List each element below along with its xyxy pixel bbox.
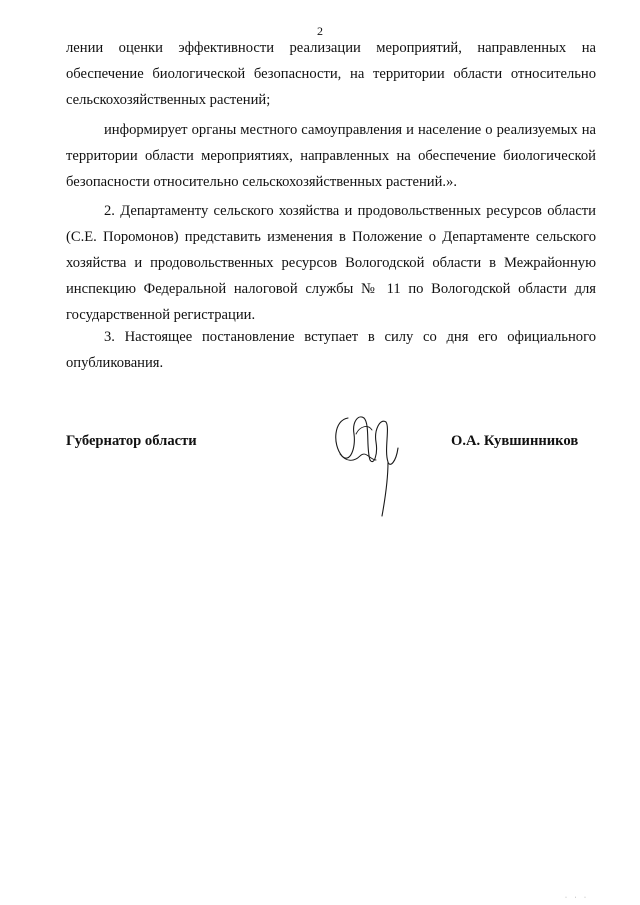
paragraph-continuation: лении оценки эффективности реализации мероприятий, направленных на обеспечение биологической безопасности, на территории области относительно сельскохозяйственных растений;	[66, 40, 596, 108]
paragraph-item-2: 2. Департаменту сельского хозяйства и продовольственных ресурсов области (С.Е. Поромонов) представить изменения в Положение о Департаменте сельского хозяйства и продовольственных ресурсов Вологодской области в Межрайонную инспекцию Федеральной налоговой службы № 11 по Вологодской области для государственной регистрации.	[66, 203, 596, 323]
paragraph-item-3: 3. Настоящее постановление вступает в силу со дня его официального опубликования.	[66, 329, 596, 371]
handwritten-signature	[326, 404, 406, 524]
page-number: 2	[317, 24, 323, 38]
signatory-title: Губернатор области	[66, 433, 197, 449]
footer-marks: · · ·	[565, 895, 589, 901]
paragraph-informs: информирует органы местного самоуправления и население о реализуемых на территории области мероприятиях, направленных на обеспечение биологической безопасности относительно сельскохозяйственных растений.».	[66, 122, 596, 190]
signatory-name: О.А. Кувшинников	[451, 433, 579, 449]
